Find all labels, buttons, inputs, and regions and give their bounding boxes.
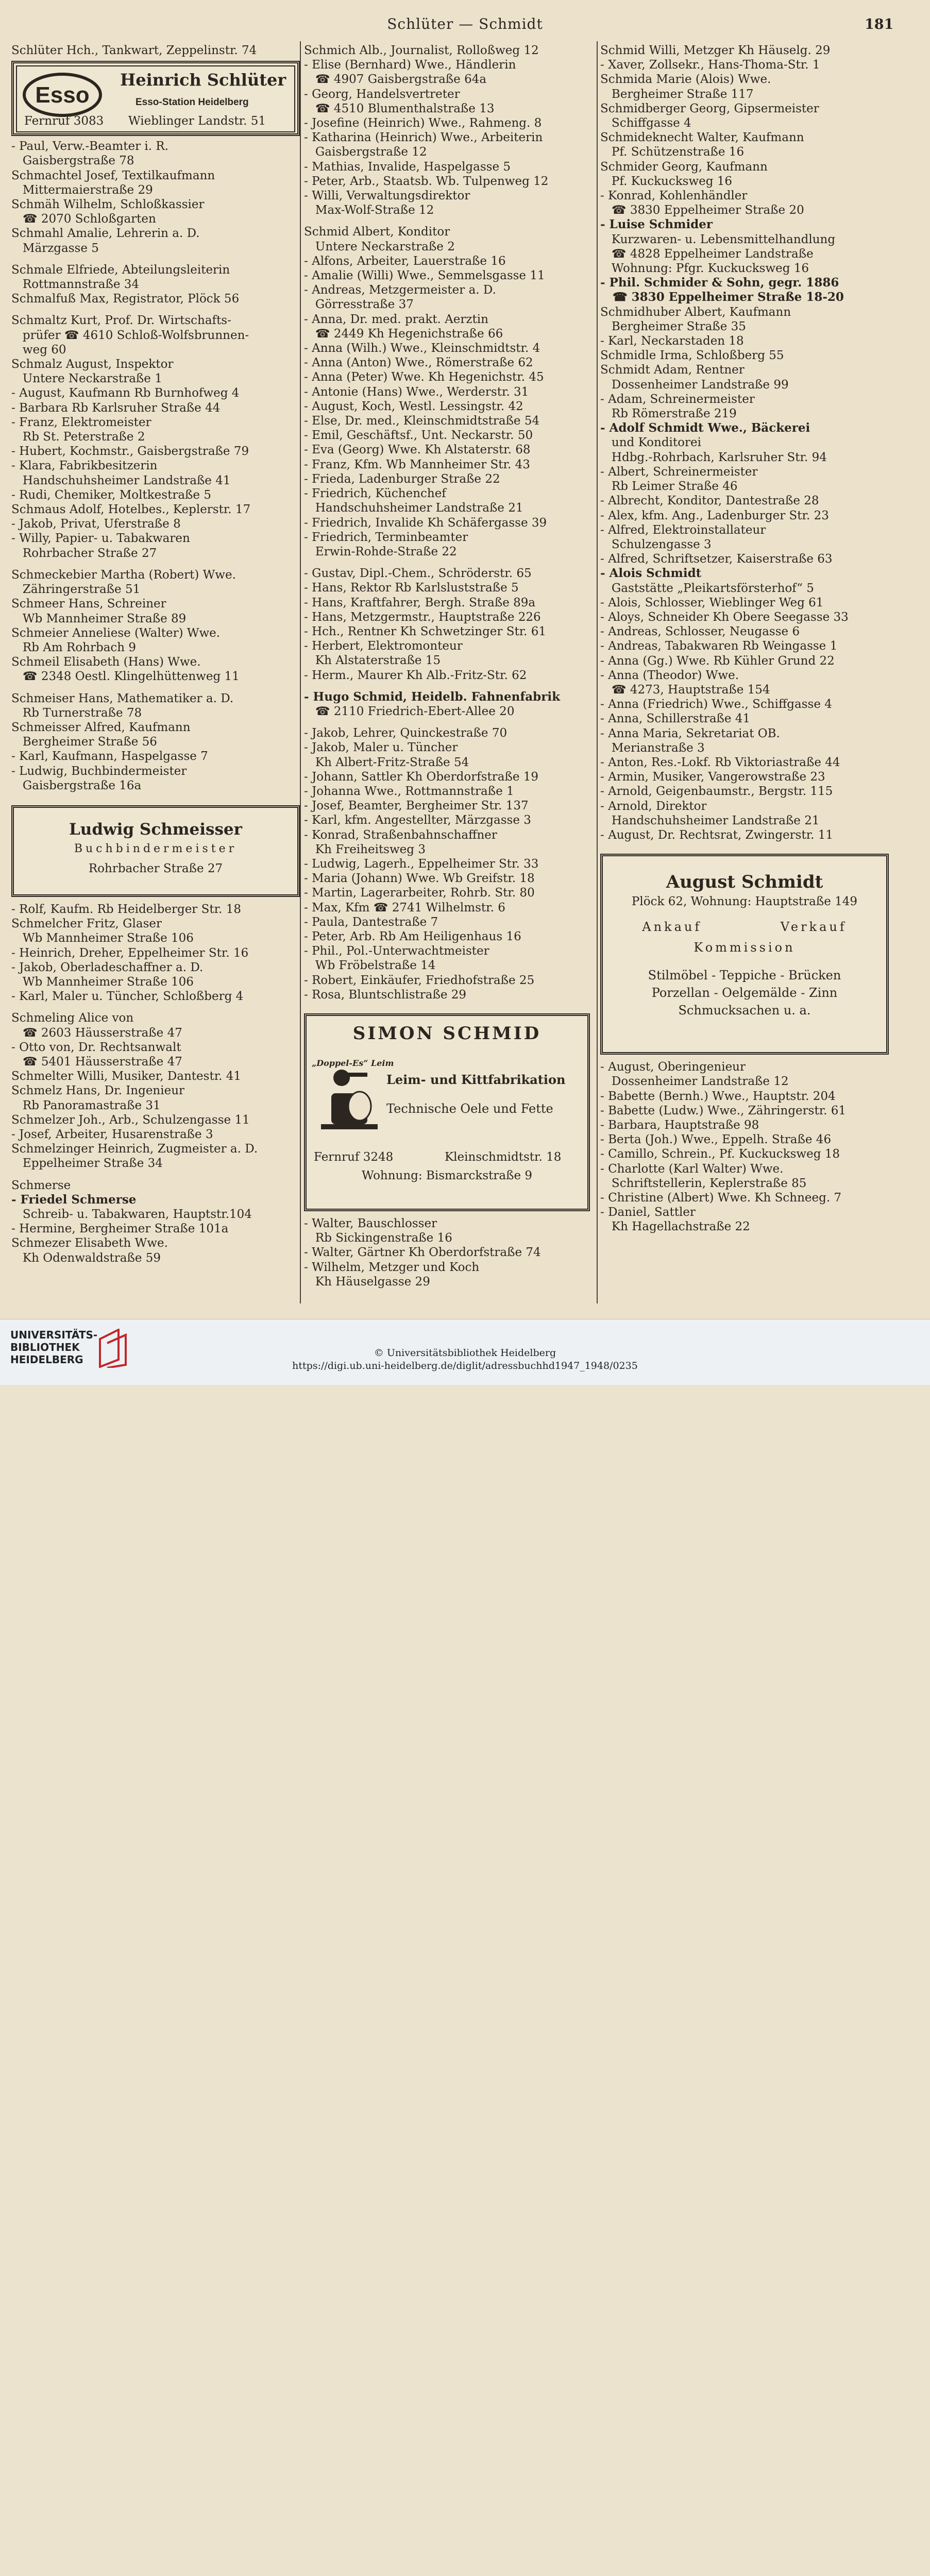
simon-ad-address: Kleinschmidtstr. 18 bbox=[445, 1150, 562, 1164]
directory-entry: - Amalie (Willi) Wwe., Semmelsgasse 11 bbox=[304, 269, 545, 283]
directory-entry: - Andreas, Schlosser, Neugasse 6 bbox=[600, 625, 800, 639]
august-ad-items-1: Stilmöbel - Teppiche - Brücken bbox=[648, 968, 841, 982]
directory-entry: Rottmannstraße 34 bbox=[11, 278, 140, 292]
directory-entry: - Antonie (Hans) Wwe., Werderstr. 31 bbox=[304, 385, 529, 399]
august-ad-name: August Schmidt bbox=[666, 872, 823, 893]
directory-entry: - Hans, Kraftfahrer, Bergh. Straße 89a bbox=[304, 596, 536, 609]
directory-entry: Wb Mannheimer Straße 106 bbox=[11, 975, 194, 989]
directory-entry: - Peter, Arb., Staatsb. Wb. Tulpenweg 12 bbox=[304, 174, 549, 188]
directory-entry: Erwin-Rohde-Straße 22 bbox=[304, 545, 457, 558]
directory-entry: - Paul, Verw.-Beamter i. R. bbox=[11, 140, 168, 154]
directory-entry: ☎ 2348 Oestl. Klingelhüttenweg 11 bbox=[11, 670, 240, 684]
directory-entry: Schmidberger Georg, Gipsermeister bbox=[600, 101, 819, 115]
directory-entry: - Charlotte (Karl Walter) Wwe. bbox=[600, 1162, 784, 1176]
august-ad-items-3: Schmucksachen u. a. bbox=[678, 1003, 811, 1018]
directory-entry: - Hugo Schmid, Heidelb. Fahnenfabrik bbox=[304, 689, 561, 704]
directory-entry: - Albrecht, Konditor, Dantestraße 28 bbox=[600, 494, 819, 508]
directory-entry: Rb Am Rohrbach 9 bbox=[11, 640, 137, 654]
directory-entry: Schmid Willi, Metzger Kh Häuselg. 29 bbox=[600, 44, 831, 57]
directory-entry: - Jakob, Lehrer, Quinckestraße 70 bbox=[304, 726, 508, 740]
directory-entry: Schmida Marie (Alois) Wwe. bbox=[600, 73, 771, 87]
directory-entry: - August, Kaufmann Rb Burnhofweg 4 bbox=[11, 386, 240, 400]
directory-entry: - Alois, Schlosser, Wieblinger Weg 61 bbox=[600, 596, 824, 609]
directory-entry: - Georg, Handelsvertreter bbox=[304, 87, 460, 101]
directory-entry: - Alex, kfm. Ang., Ladenburger Str. 23 bbox=[600, 509, 829, 522]
column-divider bbox=[300, 41, 301, 1303]
directory-entry: - Frieda, Ladenburger Straße 22 bbox=[304, 472, 500, 486]
simon-ad-line1: Leim- und Kittfabrikation bbox=[386, 1072, 566, 1087]
directory-entry: - Rolf, Kaufm. Rb Heidelberger Str. 18 bbox=[11, 902, 241, 916]
directory-entry: - Andreas, Tabakwaren Rb Weingasse 1 bbox=[600, 639, 838, 653]
directory-entry: - Hans, Rektor Rb Karlsluststraße 5 bbox=[304, 581, 519, 595]
directory-entry: - Otto von, Dr. Rechtsanwalt bbox=[11, 1040, 181, 1054]
directory-entry: Märzgasse 5 bbox=[11, 241, 99, 255]
directory-entry: ☎ 3830 Eppelheimer Straße 18-20 bbox=[600, 290, 844, 304]
directory-entry: Schmalfuß Max, Registrator, Plöck 56 bbox=[11, 292, 240, 306]
directory-entry: Schulzengasse 3 bbox=[600, 537, 712, 551]
directory-entry: Eppelheimer Straße 34 bbox=[11, 1157, 163, 1171]
directory-entry: - Barbara Rb Karlsruher Straße 44 bbox=[11, 401, 221, 415]
august-schmidt-advertisement bbox=[600, 854, 889, 1055]
directory-entry: - Phil., Pol.-Unterwachtmeister bbox=[304, 944, 489, 958]
directory-entry: Rb Turnerstraße 78 bbox=[11, 706, 142, 720]
directory-entry: - Aloys, Schneider Kh Obere Seegasse 33 bbox=[600, 610, 849, 624]
directory-entry: - Anna (Friedrich) Wwe., Schiffgasse 4 bbox=[600, 698, 832, 711]
directory-entry: - Karl, Neckarstaden 18 bbox=[600, 334, 744, 348]
august-ad-buy: Ankauf bbox=[642, 919, 702, 934]
directory-entry: Schmid Albert, Konditor bbox=[304, 225, 450, 239]
directory-entry: Wohnung: Pfgr. Kuckucksweg 16 bbox=[600, 262, 809, 276]
august-ad-items-2: Porzellan - Oelgemälde - Zinn bbox=[651, 986, 838, 1001]
directory-entry: - Walter, Gärtner Kh Oberdorfstraße 74 bbox=[304, 1246, 541, 1260]
directory-entry: - Luise Schmider bbox=[600, 217, 713, 232]
directory-entry: Bergheimer Straße 35 bbox=[600, 319, 746, 333]
directory-entry: ☎ 2110 Friedrich-Ebert-Allee 20 bbox=[304, 704, 515, 718]
directory-entry: - Hans, Metzgermstr., Hauptstraße 226 bbox=[304, 610, 541, 624]
directory-entry: Schmaus Adolf, Hotelbes., Keplerstr. 17 bbox=[11, 503, 251, 517]
directory-entry: - Johann, Sattler Kh Oberdorfstraße 19 bbox=[304, 770, 539, 784]
directory-entry: Pf. Schützenstraße 16 bbox=[600, 145, 745, 159]
directory-entry: - Arnold, Geigenbaumstr., Bergstr. 115 bbox=[600, 785, 833, 799]
directory-entry: - Hermine, Bergheimer Straße 101a bbox=[11, 1222, 229, 1236]
esso-ad-station: Esso-Station Heidelberg bbox=[136, 97, 249, 108]
directory-entry: - Xaver, Zollsekr., Hans-Thoma-Str. 1 bbox=[600, 58, 820, 72]
directory-entry: Kh Alstaterstraße 15 bbox=[304, 654, 441, 668]
directory-entry: - Alfons, Arbeiter, Lauerstraße 16 bbox=[304, 254, 506, 268]
entry-spacer bbox=[304, 217, 590, 225]
esso-ad-name: Heinrich Schlüter bbox=[120, 70, 286, 90]
directory-entry: - Karl, Kaufmann, Haspelgasse 7 bbox=[11, 750, 208, 764]
directory-entry: Pf. Kuckucksweg 16 bbox=[600, 174, 733, 188]
esso-ad-address: Wieblinger Landstr. 51 bbox=[128, 114, 266, 128]
directory-entry: Schmider Georg, Kaufmann bbox=[600, 160, 768, 174]
esso-ad-phone: Fernruf 3083 bbox=[24, 114, 104, 128]
directory-entry: Rb Römerstraße 219 bbox=[600, 407, 737, 421]
directory-entry: - Franz, Kfm. Wb Mannheimer Str. 43 bbox=[304, 457, 530, 471]
directory-entry: - Barbara, Hauptstraße 98 bbox=[600, 1118, 759, 1132]
directory-entry: Schmidhuber Albert, Kaufmann bbox=[600, 305, 791, 319]
directory-entry: - Franz, Elektromeister bbox=[11, 415, 151, 429]
simon-ad-name: SIMON SCHMID bbox=[352, 1023, 542, 1044]
directory-entry: - Berta (Joh.) Wwe., Eppelh. Straße 46 bbox=[600, 1133, 832, 1147]
directory-entry: - Peter, Arb. Rb Am Heiligenhaus 16 bbox=[304, 929, 521, 943]
directory-entry: Wb Mannheimer Straße 106 bbox=[11, 931, 194, 945]
directory-entry: Gaisbergstraße 78 bbox=[11, 154, 134, 168]
entry-spacer bbox=[11, 256, 300, 263]
directory-entry: - Ludwig, Lagerh., Eppelheimer Str. 33 bbox=[304, 857, 539, 871]
directory-entry: Schmahl Amalie, Lehrerin a. D. bbox=[11, 227, 200, 241]
directory-entry: - August, Oberingenieur bbox=[600, 1060, 746, 1074]
directory-entry: - Daniel, Sattler bbox=[600, 1206, 696, 1219]
directory-entry: - Konrad, Straßenbahnschaffner bbox=[304, 828, 497, 842]
permalink-url[interactable]: https://digi.ub.uni-heidelberg.de/diglit/adressbuchhd1947_1948/0235 bbox=[292, 1360, 638, 1371]
directory-entry: Schmeer Hans, Schreiner bbox=[11, 597, 166, 611]
directory-entry: - Klara, Fabrikbesitzerin bbox=[11, 459, 158, 473]
directory-entry: Schmelcher Fritz, Glaser bbox=[11, 917, 162, 931]
directory-entry: Schmeisser Alfred, Kaufmann bbox=[11, 720, 191, 734]
directory-entry: Merianstraße 3 bbox=[600, 741, 705, 755]
directory-entry: Schmäh Wilhelm, Schloßkassier bbox=[11, 198, 205, 212]
directory-entry: - Phil. Schmider & Sohn, gegr. 1886 bbox=[600, 276, 839, 290]
directory-entry: - Alfred, Schriftsetzer, Kaiserstraße 63 bbox=[600, 552, 833, 566]
directory-entry: - Maria (Johann) Wwe. Wb Greifstr. 18 bbox=[304, 872, 535, 886]
directory-entry: - Camillo, Schrein., Pf. Kuckucksweg 18 bbox=[600, 1147, 840, 1161]
entry-spacer bbox=[11, 1171, 300, 1178]
directory-column-2 bbox=[304, 43, 590, 1289]
directory-entry: Dossenheimer Landstraße 12 bbox=[600, 1075, 789, 1089]
schmeisser-ad-address: Rohrbacher Straße 27 bbox=[88, 862, 223, 876]
directory-entry: - Paula, Dantestraße 7 bbox=[304, 915, 438, 929]
directory-entry: Schmale Elfriede, Abteilungsleiterin bbox=[11, 263, 230, 277]
schmeisser-ad-trade: Buchbindermeister bbox=[74, 842, 238, 856]
directory-entry: - Babette (Bernh.) Wwe., Hauptstr. 204 bbox=[600, 1089, 836, 1103]
directory-entry: - Friedel Schmerse bbox=[11, 1192, 137, 1207]
directory-entry: - Anna (Gg.) Wwe. Rb Kühler Grund 22 bbox=[600, 654, 835, 668]
directory-entry: Schiffgasse 4 bbox=[600, 116, 691, 130]
directory-entry: - Albert, Schreinermeister bbox=[600, 465, 758, 479]
directory-entry: Bergheimer Straße 56 bbox=[11, 735, 157, 749]
directory-entry: Kh Albert-Fritz-Straße 54 bbox=[304, 755, 469, 769]
directory-entry: - Josef, Arbeiter, Husarenstraße 3 bbox=[11, 1127, 213, 1141]
directory-entry: - Emil, Geschäftsf., Unt. Neckarstr. 50 bbox=[304, 429, 533, 443]
library-name-line-2: BIBLIOTHEK bbox=[10, 1341, 80, 1353]
column-divider bbox=[597, 41, 598, 1303]
directory-entry: - Katharina (Heinrich) Wwe., Arbeiterin bbox=[304, 131, 543, 145]
directory-entry: - Adam, Schreinermeister bbox=[600, 392, 755, 406]
directory-entry: Max-Wolf-Straße 12 bbox=[304, 204, 434, 217]
directory-entry: - Else, Dr. med., Kleinschmidtstraße 54 bbox=[304, 414, 540, 428]
directory-entry: ☎ 4907 Gaisbergstraße 64a bbox=[304, 73, 487, 87]
directory-entry: Handschuhsheimer Landstraße 21 bbox=[600, 814, 820, 827]
directory-entry: - Hch., Rentner Kh Schwetzinger Str. 61 bbox=[304, 624, 547, 638]
august-ad-address: Plöck 62, Wohnung: Hauptstraße 149 bbox=[631, 895, 858, 909]
directory-entry: Schmidt Adam, Rentner bbox=[600, 363, 745, 377]
directory-entry: - Konrad, Kohlenhändler bbox=[600, 189, 748, 203]
directory-entry: ☎ 3830 Eppelheimer Straße 20 bbox=[600, 204, 804, 217]
directory-entry: - Hubert, Kochmstr., Gaisbergstraße 79 bbox=[11, 445, 249, 459]
directory-entry: Rohrbacher Straße 27 bbox=[11, 546, 157, 560]
entry-spacer bbox=[11, 684, 300, 691]
directory-entry: ☎ 4828 Eppelheimer Landstraße bbox=[600, 247, 814, 261]
directory-entry: - Anna (Theodor) Wwe. bbox=[600, 668, 739, 682]
directory-entry: ☎ 4510 Blumenthalstraße 13 bbox=[304, 101, 495, 115]
entry-spacer bbox=[304, 683, 590, 690]
directory-entry: Hdbg.-Rohrbach, Karlsruher Str. 94 bbox=[600, 450, 827, 464]
directory-entry: Gaststätte „Pleikartsförsterhof“ 5 bbox=[600, 581, 814, 595]
directory-entry: Schmelzer Joh., Arb., Schulzengasse 11 bbox=[11, 1113, 250, 1127]
directory-entry: - Friedrich, Terminbeamter bbox=[304, 530, 468, 544]
directory-entry: - Herm., Maurer Kh Alb.-Fritz-Str. 62 bbox=[304, 668, 527, 682]
entry-spacer bbox=[11, 306, 300, 313]
directory-entry: - Josef, Beamter, Bergheimer Str. 137 bbox=[304, 799, 529, 813]
directory-entry: Schmeil Elisabeth (Hans) Wwe. bbox=[11, 655, 201, 669]
directory-entry: Wb Fröbelstraße 14 bbox=[304, 959, 436, 973]
directory-entry: - August, Koch, Westl. Lessingstr. 42 bbox=[304, 399, 523, 413]
directory-entry: Schmelz Hans, Dr. Ingenieur bbox=[11, 1084, 185, 1098]
directory-entry: Rb St. Peterstraße 2 bbox=[11, 430, 145, 444]
schmeisser-advertisement bbox=[11, 805, 300, 897]
directory-column-3 bbox=[600, 43, 889, 1234]
schmeisser-ad-name: Ludwig Schmeisser bbox=[69, 820, 242, 839]
directory-entry: Rb Leimer Straße 46 bbox=[600, 480, 738, 494]
directory-entry: - Friedrich, Küchenchef bbox=[304, 487, 446, 501]
directory-entry: - Heinrich, Dreher, Eppelheimer Str. 16 bbox=[11, 946, 249, 960]
directory-entry: - Johanna Wwe., Rottmannstraße 1 bbox=[304, 784, 514, 798]
directory-entry: - Anna (Peter) Wwe. Kh Hegenichstr. 45 bbox=[304, 370, 544, 384]
directory-entry: Untere Neckarstraße 1 bbox=[11, 372, 162, 386]
directory-entry: Schmeling Alice von bbox=[11, 1011, 134, 1025]
directory-entry: ☎ 5401 Häusserstraße 47 bbox=[11, 1055, 182, 1069]
directory-entry: Schmideknecht Walter, Kaufmann bbox=[600, 131, 804, 145]
directory-entry: - Anna (Anton) Wwe., Römerstraße 62 bbox=[304, 356, 533, 370]
directory-entry: - Anna, Dr. med. prakt. Aerztin bbox=[304, 312, 488, 326]
simon-ad-line2: Technische Oele und Fette bbox=[386, 1101, 553, 1116]
directory-entry: - Jakob, Oberladeschaffner a. D. bbox=[11, 960, 204, 974]
directory-entry: Schreib- u. Tabakwaren, Hauptstr.104 bbox=[11, 1208, 252, 1221]
directory-entry: - Willi, Verwaltungsdirektor bbox=[304, 189, 470, 203]
directory-entry: - Adolf Schmidt Wwe., Bäckerei bbox=[600, 421, 810, 435]
directory-entry: Wb Mannheimer Straße 89 bbox=[11, 612, 187, 625]
esso-advertisement bbox=[11, 61, 300, 136]
directory-entry: Schmelter Willi, Musiker, Dantestr. 41 bbox=[11, 1070, 242, 1083]
entry-spacer bbox=[11, 1004, 300, 1011]
directory-entry: - Martin, Lagerarbeiter, Rohrb. Str. 80 bbox=[304, 886, 535, 900]
directory-entry: - Anna Maria, Sekretariat OB. bbox=[600, 726, 780, 740]
directory-entry: - Karl, Maler u. Tüncher, Schloßberg 4 bbox=[11, 990, 244, 1004]
library-name-line-3: HEIDELBERG bbox=[10, 1353, 83, 1366]
directory-entry: Schmezer Elisabeth Wwe. bbox=[11, 1236, 168, 1250]
directory-entry: - Eva (Georg) Wwe. Kh Alstaterstr. 68 bbox=[304, 443, 531, 457]
directory-entry: - Rudi, Chemiker, Moltkestraße 5 bbox=[11, 488, 211, 502]
directory-entry: Handschuhsheimer Landstraße 21 bbox=[304, 501, 523, 515]
directory-entry: - Max, Kfm ☎ 2741 Wilhelmstr. 6 bbox=[304, 901, 505, 914]
directory-entry: Schmeiser Hans, Mathematiker a. D. bbox=[11, 691, 234, 705]
directory-entry: ☎ 2449 Kh Hegenichstraße 66 bbox=[304, 327, 503, 341]
directory-entry: - Rosa, Bluntschlistraße 29 bbox=[304, 988, 467, 1002]
directory-entry: - Walter, Bauschlosser bbox=[304, 1217, 437, 1230]
directory-entry: Kh Hagellachstraße 22 bbox=[600, 1220, 750, 1234]
directory-entry: weg 60 bbox=[11, 343, 66, 357]
directory-entry: Schmeier Anneliese (Walter) Wwe. bbox=[11, 626, 221, 640]
simon-ad-brand: „Doppel-Es“ Leim bbox=[312, 1058, 394, 1068]
directory-entry: Schmalz August, Inspektor bbox=[11, 358, 174, 371]
directory-entry: - Anna, Schillerstraße 41 bbox=[600, 712, 751, 726]
simon-ad-phone: Fernruf 3248 bbox=[314, 1150, 394, 1164]
directory-entry: Gaisbergstraße 16a bbox=[11, 778, 142, 792]
directory-entry: Schmerse bbox=[11, 1178, 71, 1192]
page-header-title: Schlüter — Schmidt bbox=[387, 15, 543, 32]
directory-entry: Rb Panoramastraße 31 bbox=[11, 1098, 161, 1112]
directory-entry: Mittermaierstraße 29 bbox=[11, 183, 153, 197]
directory-entry: Schriftstellerin, Keplerstraße 85 bbox=[600, 1176, 807, 1190]
directory-entry: Handschuhsheimer Landstraße 41 bbox=[11, 473, 231, 487]
directory-entry: - Christine (Albert) Wwe. Kh Schneeg. 7 bbox=[600, 1191, 842, 1205]
directory-entry: Kurzwaren- u. Lebensmittelhandlung bbox=[600, 232, 836, 246]
entry-spacer bbox=[304, 719, 590, 726]
directory-entry: Schmaltz Kurt, Prof. Dr. Wirtschafts- bbox=[11, 314, 231, 328]
directory-entry: - Mathias, Invalide, Haspelgasse 5 bbox=[304, 160, 511, 174]
directory-entry: - Karl, kfm. Angestellter, Märzgasse 3 bbox=[304, 814, 531, 827]
directory-entry: - Anna (Wilh.) Wwe., Kleinschmidtstr. 4 bbox=[304, 342, 540, 355]
directory-entry: Untere Neckarstraße 2 bbox=[304, 240, 455, 253]
directory-entry: Zähringerstraße 51 bbox=[11, 583, 141, 597]
directory-entry: Schmelzinger Heinrich, Zugmeister a. D. bbox=[11, 1142, 258, 1156]
directory-entry: Schmich Alb., Journalist, Rolloßweg 12 bbox=[304, 44, 539, 57]
directory-entry: - Armin, Musiker, Vangerowstraße 23 bbox=[600, 770, 825, 784]
directory-entry: - Josefine (Heinrich) Wwe., Rahmeng. 8 bbox=[304, 116, 542, 130]
page-number: 181 bbox=[865, 16, 894, 32]
directory-entry: Gaisbergstraße 12 bbox=[304, 145, 427, 159]
directory-entry: ☎ 2603 Häusserstraße 47 bbox=[11, 1026, 182, 1040]
directory-entry: - Herbert, Elektromonteur bbox=[304, 639, 463, 653]
directory-entry: - Alfred, Elektroinstallateur bbox=[600, 523, 766, 537]
directory-entry: ☎ 4273, Hauptstraße 154 bbox=[600, 683, 770, 697]
directory-entry: - Alois Schmidt bbox=[600, 566, 702, 581]
directory-entry: - Willy, Papier- u. Tabakwaren bbox=[11, 532, 190, 546]
directory-entry: - Babette (Ludw.) Wwe., Zähringerstr. 61 bbox=[600, 1104, 847, 1117]
entry-spacer bbox=[11, 561, 300, 568]
directory-entry: Dossenheimer Landstraße 99 bbox=[600, 378, 789, 392]
directory-entry: prüfer ☎ 4610 Schloß-Wolfsbrunnen- bbox=[11, 328, 249, 342]
directory-entry: - Gustav, Dipl.-Chem., Schröderstr. 65 bbox=[304, 567, 532, 581]
directory-entry: - Jakob, Privat, Uferstraße 8 bbox=[11, 517, 181, 531]
esso-logo-icon bbox=[21, 72, 104, 118]
directory-entry: ☎ 2070 Schloßgarten bbox=[11, 212, 156, 226]
directory-entry: - Friedrich, Invalide Kh Schäfergasse 39 bbox=[304, 516, 547, 530]
directory-entry: - Arnold, Direktor bbox=[600, 799, 707, 813]
directory-entry: - Ludwig, Buchbindermeister bbox=[11, 764, 187, 778]
directory-entry: und Konditorei bbox=[600, 436, 701, 450]
directory-entry: - Robert, Einkäufer, Friedhofstraße 25 bbox=[304, 973, 535, 987]
svg-text:Esso: Esso bbox=[35, 82, 90, 108]
directory-entry: Kh Freiheitsweg 3 bbox=[304, 842, 426, 856]
directory-entry: - Elise (Bernhard) Wwe., Händlerin bbox=[304, 58, 516, 72]
directory-entry: - Anton, Res.-Lokf. Rb Viktoriastraße 44 bbox=[600, 755, 840, 769]
simon-schmid-advertisement bbox=[304, 1013, 590, 1211]
entry-spacer bbox=[304, 559, 590, 566]
directory-entry: Kh Häuselgasse 29 bbox=[304, 1275, 430, 1289]
directory-entry: Schlüter Hch., Tankwart, Zeppelinstr. 74 bbox=[11, 44, 257, 57]
directory-entry: Schmeckebier Martha (Robert) Wwe. bbox=[11, 568, 236, 582]
directory-entry: Görresstraße 37 bbox=[304, 298, 414, 312]
directory-column-1 bbox=[11, 43, 300, 1265]
august-ad-sell: Verkauf bbox=[780, 919, 847, 934]
library-name-line-1: UNIVERSITÄTS- bbox=[10, 1329, 98, 1341]
simon-ad-home: Wohnung: Bismarckstraße 9 bbox=[361, 1169, 533, 1182]
directory-entry: Bergheimer Straße 117 bbox=[600, 87, 754, 101]
directory-entry: - Andreas, Metzgermeister a. D. bbox=[304, 283, 496, 297]
august-ad-commission: Kommission bbox=[694, 940, 796, 955]
directory-entry: Schmachtel Josef, Textilkaufmann bbox=[11, 168, 215, 182]
directory-entry: - Jakob, Maler u. Tüncher bbox=[304, 741, 458, 755]
directory-entry: - Wilhelm, Metzger und Koch bbox=[304, 1260, 480, 1274]
directory-entry: - August, Dr. Rechtsrat, Zwingerstr. 11 bbox=[600, 828, 834, 842]
directory-entry: Rb Sickingenstraße 16 bbox=[304, 1231, 452, 1245]
copyright-notice: © Universitätsbibliothek Heidelberg bbox=[374, 1347, 556, 1359]
directory-entry: Schmidle Irma, Schloßberg 55 bbox=[600, 349, 784, 363]
directory-entry: Kh Odenwaldstraße 59 bbox=[11, 1251, 161, 1265]
